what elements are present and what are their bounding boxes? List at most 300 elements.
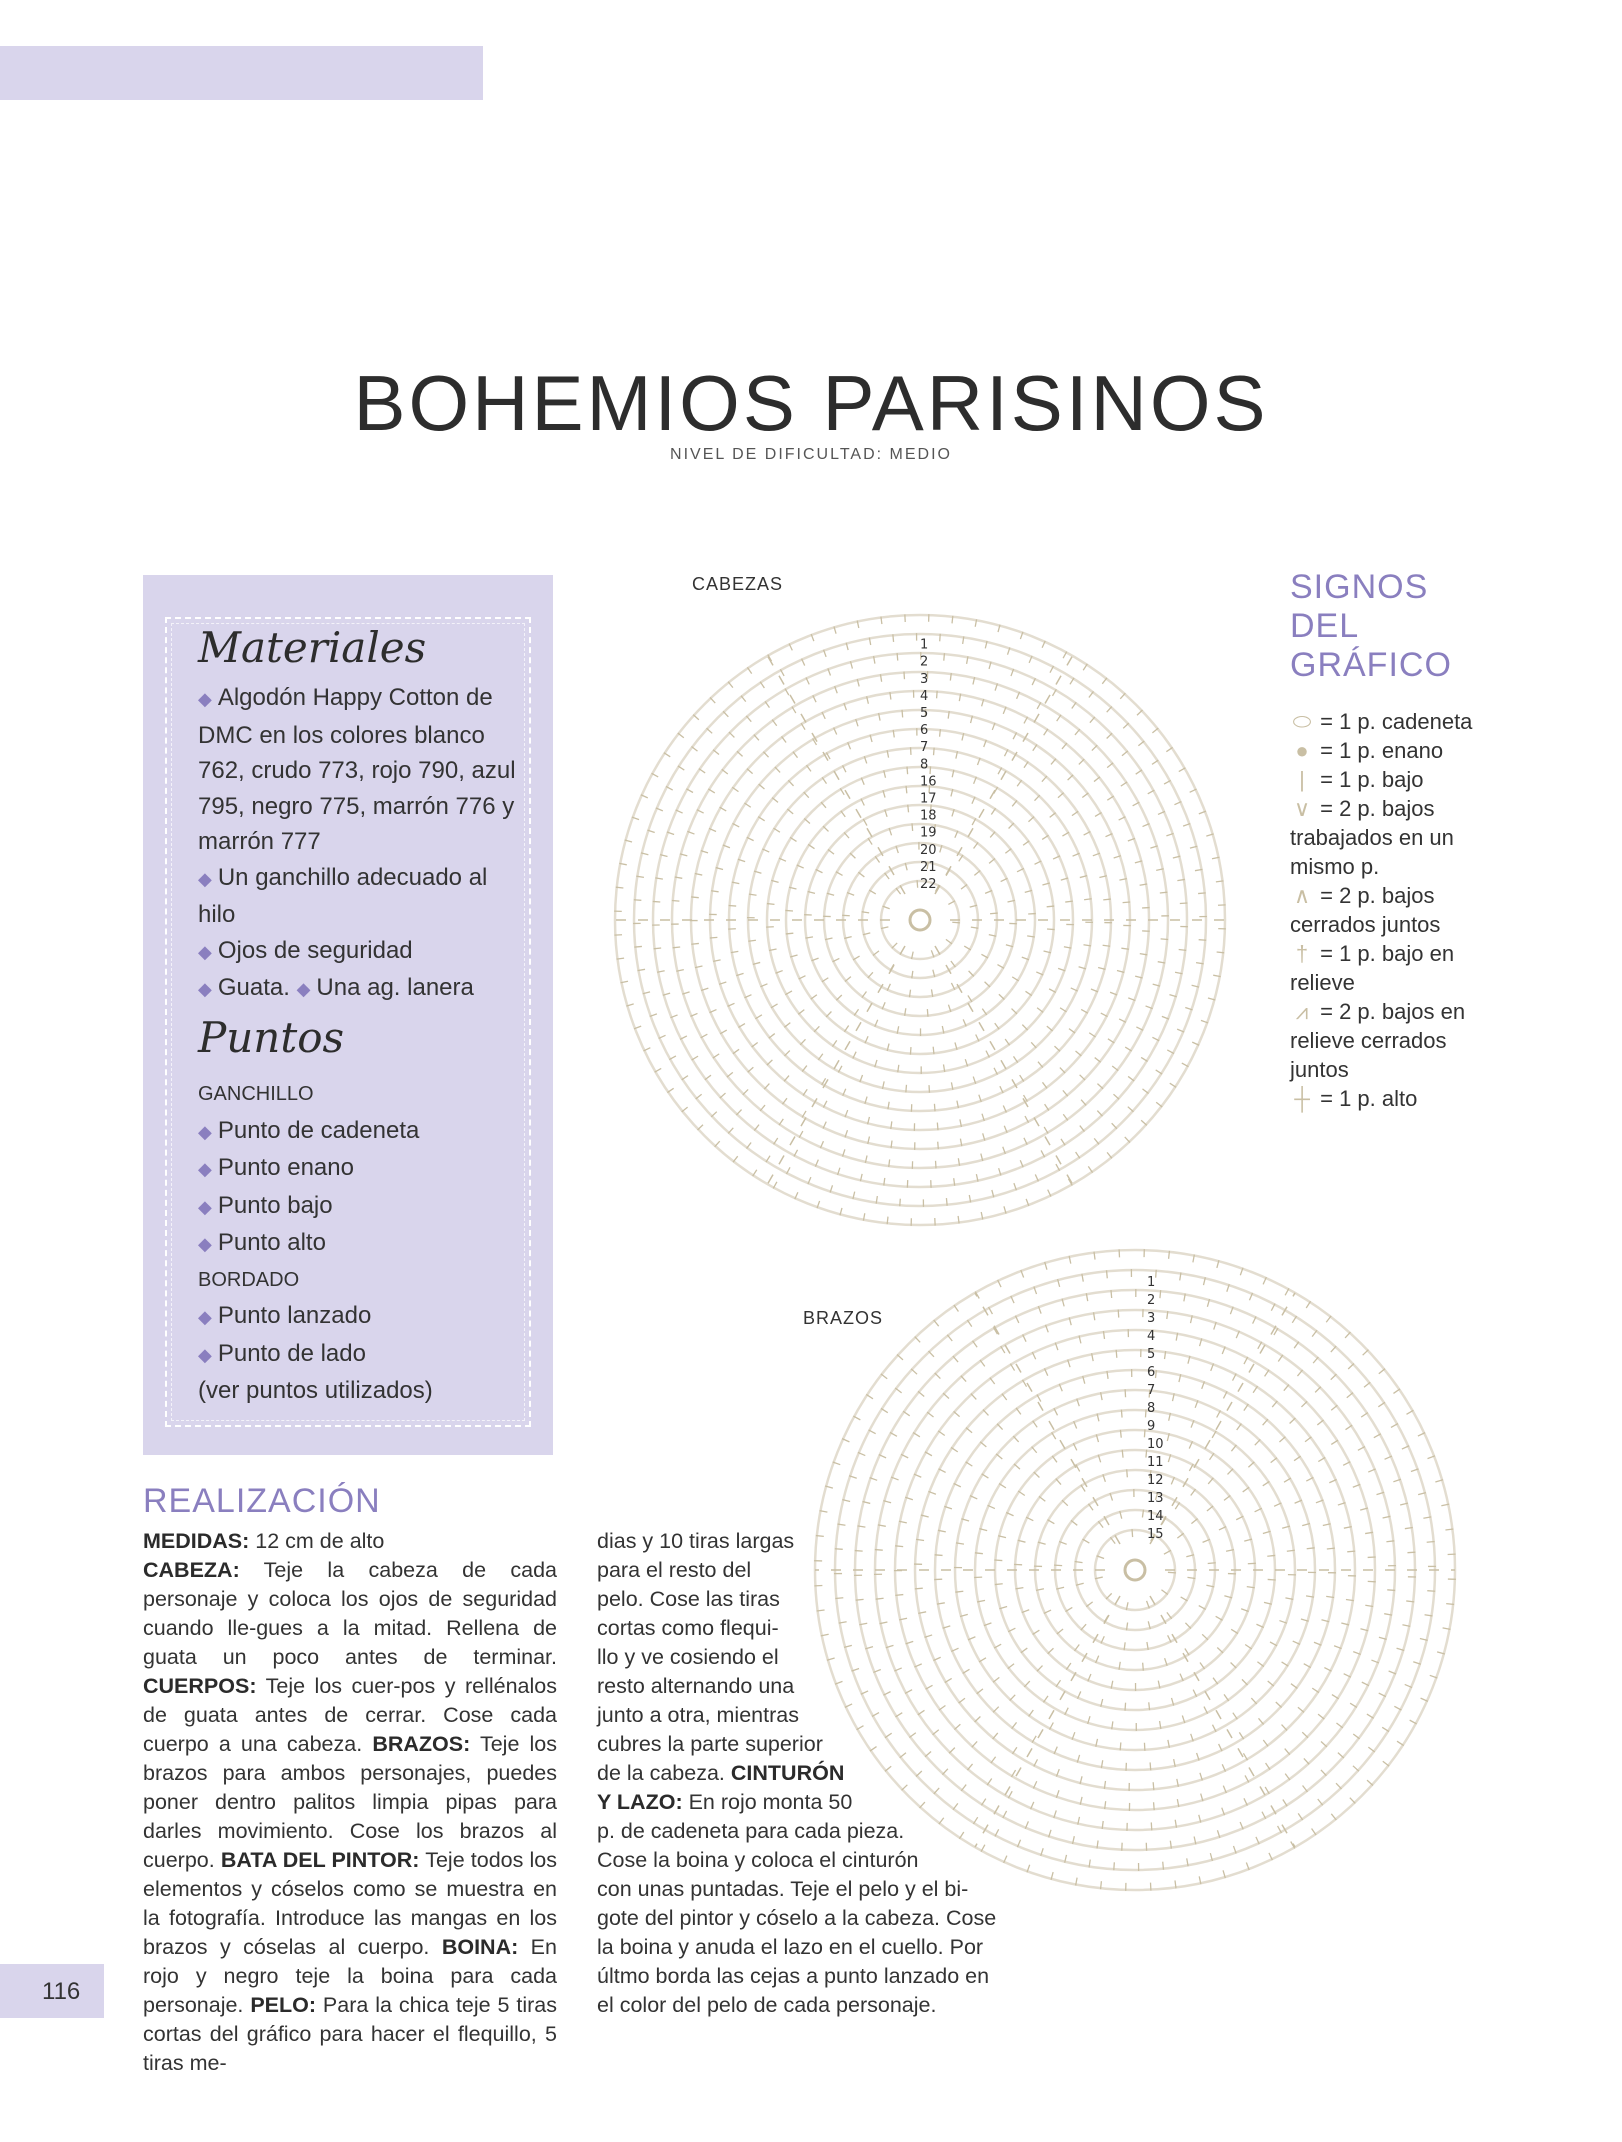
stitch-mark bbox=[710, 697, 715, 703]
center-ring bbox=[1125, 1560, 1145, 1580]
stitch-mark bbox=[917, 880, 918, 888]
stitch-mark bbox=[754, 735, 759, 741]
stitch-mark bbox=[1063, 1090, 1068, 1096]
stitch-mark bbox=[1242, 1679, 1248, 1685]
stitch-mark bbox=[1112, 1123, 1117, 1129]
center-ring bbox=[910, 910, 930, 930]
stitch-mark bbox=[1123, 902, 1131, 903]
round-number: 7 bbox=[920, 740, 929, 756]
stitch-mark bbox=[1248, 1462, 1254, 1467]
stitch-mark bbox=[937, 1123, 938, 1131]
stitch-mark bbox=[989, 859, 995, 864]
legend-item: ∧ = 2 p. bajos cerrados juntos bbox=[1290, 883, 1441, 937]
materials-heading: Materiales bbox=[198, 623, 427, 672]
stitch-mark bbox=[887, 1217, 888, 1225]
stitch-mark bbox=[1331, 1374, 1337, 1380]
stitch-mark bbox=[1386, 1541, 1394, 1542]
stitch-mark bbox=[760, 1105, 765, 1111]
stitch-mark bbox=[821, 802, 826, 808]
stitch-mark bbox=[1081, 1624, 1086, 1630]
stitch-mark bbox=[1427, 1591, 1435, 1592]
round-ring bbox=[1075, 1510, 1195, 1630]
stitch-mark bbox=[996, 1454, 1002, 1459]
stitch-mark bbox=[1009, 823, 1014, 828]
material-item: ◆ Ojos de seguridad bbox=[198, 936, 413, 964]
stitch-mark bbox=[850, 853, 855, 858]
stitch-mark bbox=[983, 1410, 989, 1416]
stitch-mark bbox=[1155, 1370, 1156, 1378]
stitch-mark bbox=[1048, 1648, 1054, 1654]
diamond-bullet-icon: ◆ bbox=[198, 1307, 212, 1327]
stitch-mark bbox=[1075, 729, 1080, 735]
stitch-mark bbox=[933, 1047, 934, 1055]
stitches-heading: Puntos bbox=[198, 1013, 345, 1062]
stitch-mark bbox=[1160, 1290, 1161, 1298]
round-number: 7 bbox=[1147, 1383, 1156, 1398]
stitch-mark bbox=[1163, 1862, 1164, 1870]
legend-item: ┼ = 1 p. alto bbox=[1290, 1084, 1490, 1113]
round-number: 1 bbox=[920, 637, 929, 653]
stitch-mark bbox=[1207, 1506, 1213, 1511]
round-number: 8 bbox=[1147, 1401, 1156, 1416]
stitch-mark bbox=[1259, 1718, 1264, 1724]
stitch-mark bbox=[1056, 1479, 1061, 1485]
material-item: ◆ Guata. ◆ Una ag. lanera bbox=[198, 974, 474, 1001]
decrease-symbol-icon: ∧ bbox=[1293, 883, 1311, 908]
stitch-mark bbox=[1132, 1529, 1133, 1537]
stitch-mark bbox=[1313, 1357, 1318, 1363]
legend-item: | = 1 p. bajo bbox=[1290, 765, 1490, 794]
stitch-mark bbox=[729, 906, 737, 907]
stitch-mark bbox=[1318, 1714, 1324, 1719]
stitch-mark bbox=[918, 1391, 924, 1396]
stitch-mark bbox=[1224, 1495, 1230, 1500]
round-number: 13 bbox=[1147, 1491, 1164, 1506]
stitch-mark bbox=[1156, 1270, 1157, 1278]
round-number: 22 bbox=[920, 877, 937, 892]
stitch-mark bbox=[1121, 1410, 1122, 1418]
stitch-mark bbox=[1123, 723, 1129, 728]
chain-symbol-icon: ⬭ bbox=[1292, 709, 1312, 734]
diamond-bullet-icon: ◆ bbox=[198, 868, 212, 889]
round-number: 3 bbox=[1147, 1311, 1156, 1326]
stitch-mark bbox=[944, 653, 945, 661]
stitch-mark bbox=[1057, 1629, 1063, 1634]
stitch-mark bbox=[946, 1198, 947, 1206]
round-number: 8 bbox=[920, 757, 929, 773]
stitch-mark bbox=[1113, 1094, 1119, 1099]
stitch-mark bbox=[1141, 1120, 1147, 1125]
stitch-mark bbox=[697, 1125, 703, 1130]
stitch-mark bbox=[729, 732, 734, 737]
stitch-mark bbox=[1304, 1758, 1309, 1764]
round-number: 9 bbox=[1147, 1419, 1156, 1434]
legend-item: ∨ = 2 p. bajos trabajados en un mismo p. bbox=[1290, 796, 1454, 879]
stitch-mark bbox=[746, 716, 751, 722]
stitch-mark bbox=[1161, 939, 1169, 940]
stitch-mark bbox=[1268, 1579, 1276, 1580]
stitch-mark bbox=[634, 946, 642, 947]
stitch-item: ◆ Punto alto bbox=[198, 1229, 326, 1256]
stitch-item: ◆ Punto enano bbox=[198, 1154, 354, 1181]
stitch-mark bbox=[1111, 1290, 1112, 1298]
round-number: 14 bbox=[1147, 1509, 1164, 1524]
difficulty-level: NIVEL DE DIFICULTAD: MEDIO bbox=[670, 446, 952, 463]
stitch-mark bbox=[1097, 1084, 1103, 1089]
round-number: 6 bbox=[1147, 1365, 1156, 1380]
diamond-bullet-icon: ◆ bbox=[198, 941, 212, 962]
stitch-mark bbox=[1350, 1798, 1355, 1804]
stitch-mark bbox=[927, 1009, 928, 1017]
stitch-mark bbox=[1168, 1572, 1176, 1573]
stitch-mark bbox=[1062, 1500, 1068, 1506]
round-number: 10 bbox=[1147, 1437, 1164, 1452]
stitch-mark bbox=[1012, 1009, 1017, 1014]
stitch-mark bbox=[1114, 1862, 1115, 1870]
double-crochet-symbol-icon: ┼ bbox=[1294, 1086, 1310, 1111]
stitch-mark bbox=[1042, 776, 1047, 782]
stitch-mark bbox=[934, 748, 935, 756]
stitch-mark bbox=[844, 832, 849, 838]
single-crochet-symbol-icon: | bbox=[1299, 767, 1305, 792]
stitch-mark bbox=[788, 780, 793, 786]
stitch-mark bbox=[720, 1093, 726, 1098]
stitch-mark bbox=[1427, 1542, 1435, 1543]
stitch-mark bbox=[961, 1376, 966, 1382]
stitch-mark bbox=[784, 1051, 789, 1056]
stitch-mark bbox=[868, 972, 873, 978]
stitch-mark bbox=[1267, 1555, 1275, 1556]
stitch-mark bbox=[1331, 1405, 1337, 1410]
stitch-mark bbox=[1271, 1458, 1277, 1463]
stitch-mark bbox=[1217, 1647, 1223, 1652]
stitch-mark bbox=[943, 1393, 949, 1398]
round-number: 18 bbox=[920, 808, 937, 824]
stitch-mark bbox=[1084, 899, 1092, 900]
stitch-mark bbox=[836, 995, 841, 1000]
stitch-mark bbox=[940, 729, 941, 737]
stitch-mark bbox=[906, 1085, 907, 1093]
stitch-mark bbox=[1144, 1429, 1145, 1437]
round-number: 15 bbox=[1147, 1527, 1164, 1542]
stitch-mark bbox=[952, 616, 953, 624]
heads-crochet-diagram bbox=[600, 590, 1240, 1230]
stitch-mark bbox=[1263, 1419, 1268, 1425]
stitch-mark bbox=[990, 832, 995, 838]
stitch-mark bbox=[934, 1320, 939, 1326]
stitch-mark bbox=[906, 786, 907, 794]
stitch-mark bbox=[1051, 759, 1056, 765]
stitch-mark bbox=[934, 1104, 935, 1112]
stitch-mark bbox=[826, 1012, 831, 1017]
stitch-mark bbox=[1031, 1042, 1036, 1048]
stitch-mark bbox=[1353, 1766, 1359, 1771]
diamond-bullet-icon: ◆ bbox=[198, 979, 212, 999]
round-number: 4 bbox=[1147, 1329, 1156, 1344]
stitch-mark bbox=[937, 691, 938, 699]
stitch-mark bbox=[1185, 1623, 1191, 1629]
stitch-mark bbox=[1103, 899, 1111, 900]
relief-stitch-symbol-icon: † bbox=[1295, 941, 1309, 966]
stitch-mark bbox=[971, 1394, 976, 1400]
realizacion-heading: REALIZACIÓN bbox=[143, 1482, 381, 1520]
stitch-mark bbox=[1047, 1026, 1053, 1031]
stitch-mark bbox=[634, 900, 642, 901]
round-ring bbox=[1035, 1470, 1235, 1670]
stitch-mark bbox=[1065, 901, 1073, 902]
page-number: 116 bbox=[42, 1978, 81, 2005]
stitch-mark bbox=[1143, 1663, 1144, 1671]
stitch-mark bbox=[912, 823, 913, 831]
stitch-mark bbox=[902, 710, 903, 718]
stitch-mark bbox=[1122, 1450, 1123, 1458]
round-number: 6 bbox=[920, 723, 929, 739]
stitch-mark bbox=[711, 1112, 717, 1117]
stitch-mark bbox=[1090, 717, 1095, 723]
stitch-mark bbox=[1387, 1590, 1395, 1591]
stitch-mark bbox=[1321, 1770, 1326, 1776]
stitch-mark bbox=[980, 1442, 986, 1447]
stitch-note: (ver puntos utilizados) bbox=[198, 1377, 433, 1404]
round-number: 3 bbox=[920, 671, 929, 687]
material-item: ◆ Un ganchillo adecuado al hilo bbox=[198, 863, 488, 928]
material-item: ◆ Algodón Happy Cotton de DMC en los colores blanco 762, crudo 773, rojo 790, azul 795, negro 775, marrón 776 y marrón 777 bbox=[198, 684, 516, 855]
stitch-mark bbox=[1345, 1332, 1350, 1338]
stitch-mark bbox=[966, 1428, 972, 1433]
stitch-mark bbox=[1028, 817, 1034, 822]
stitch-mark bbox=[673, 947, 681, 948]
stitch-mark bbox=[804, 819, 810, 824]
stitch-item: ◆ Punto bajo bbox=[198, 1191, 333, 1219]
stitch-group-label: GANCHILLO bbox=[198, 1083, 314, 1105]
legend-heading: SIGNOS DEL GRÁFICO bbox=[1290, 568, 1452, 684]
stitch-mark bbox=[969, 971, 974, 976]
stitch-mark bbox=[1198, 893, 1206, 894]
stitch-mark bbox=[1315, 1387, 1321, 1393]
stitch-mark bbox=[786, 933, 794, 934]
stitch-mark bbox=[785, 910, 793, 911]
stitch-mark bbox=[1014, 1464, 1020, 1469]
stitch-mark bbox=[952, 922, 960, 923]
stitch-mark bbox=[1024, 1681, 1030, 1687]
stitch-mark bbox=[1054, 1046, 1060, 1051]
stitch-mark bbox=[743, 1089, 748, 1094]
stitch-mark bbox=[928, 1351, 933, 1357]
stitch-mark bbox=[900, 1199, 901, 1207]
stitch-mark bbox=[1137, 710, 1143, 715]
stitch-mark bbox=[1446, 1604, 1454, 1605]
stitch-mark bbox=[1290, 1418, 1296, 1424]
stitch-mark bbox=[1285, 1749, 1290, 1755]
stitch-mark bbox=[845, 977, 851, 982]
stitch-mark bbox=[940, 634, 941, 642]
stitches-list bbox=[198, 1077, 518, 1409]
diamond-bullet-icon: ◆ bbox=[198, 1344, 212, 1365]
stitch-mark bbox=[897, 1355, 903, 1360]
stitch-mark bbox=[1081, 1100, 1086, 1106]
stitch-mark bbox=[1080, 1075, 1085, 1080]
stitch-mark bbox=[1302, 1732, 1308, 1738]
round-number: 5 bbox=[920, 706, 929, 721]
stitch-mark bbox=[1037, 1666, 1043, 1672]
heads-chart-label: CABEZAS bbox=[692, 574, 784, 594]
stitch-mark bbox=[1321, 1741, 1327, 1746]
stitch-mark bbox=[990, 913, 998, 914]
stitch-mark bbox=[1179, 949, 1187, 950]
stitch-mark bbox=[1208, 1478, 1213, 1484]
stitch-mark bbox=[814, 1026, 819, 1032]
stitch-mark bbox=[1060, 1068, 1065, 1074]
stitch-mark bbox=[1331, 1346, 1336, 1352]
stitch-mark bbox=[1120, 1742, 1121, 1750]
stitch-mark bbox=[1284, 1385, 1289, 1391]
stitch-mark bbox=[1092, 745, 1097, 750]
stitch-mark bbox=[654, 948, 662, 949]
stitch-mark bbox=[1047, 906, 1055, 907]
stitch-item: ◆ Punto lanzado bbox=[198, 1302, 372, 1329]
stitch-mark bbox=[1347, 1393, 1353, 1398]
stitch-mark bbox=[1097, 1111, 1102, 1117]
stitch-mark bbox=[747, 769, 753, 774]
arms-chart-label: BRAZOS bbox=[803, 1308, 884, 1328]
stitch-mark bbox=[800, 1039, 805, 1044]
stitch-mark bbox=[1336, 1783, 1341, 1789]
stitch-mark bbox=[1199, 940, 1207, 941]
stitch-mark bbox=[947, 1335, 952, 1341]
page-title: BOHEMIOS PARISINOS bbox=[353, 359, 1269, 447]
stitch-mark bbox=[1160, 892, 1168, 893]
stitch-mark bbox=[1038, 1062, 1043, 1068]
stitch-mark bbox=[953, 1356, 958, 1362]
increase-symbol-icon: ∨ bbox=[1293, 796, 1311, 821]
stitch-mark bbox=[784, 1076, 789, 1082]
stitch-mark bbox=[1125, 1703, 1126, 1711]
stitch-mark bbox=[1034, 1472, 1040, 1478]
stitch-mark bbox=[1154, 1802, 1155, 1810]
stitch-mark bbox=[997, 1424, 1002, 1430]
stitch-mark bbox=[804, 792, 809, 798]
stitch-mark bbox=[1251, 1698, 1256, 1704]
round-number: 20 bbox=[920, 842, 937, 858]
stitch-mark bbox=[1153, 1782, 1154, 1790]
stitch-mark bbox=[1327, 1548, 1335, 1549]
round-number: 21 bbox=[920, 859, 937, 875]
stitch-mark bbox=[1317, 1420, 1323, 1425]
stitch-mark bbox=[1120, 1430, 1121, 1438]
stitch-mark bbox=[1047, 929, 1055, 930]
stitch-mark bbox=[710, 937, 718, 938]
stitch-mark bbox=[938, 1142, 939, 1150]
stitch-mark bbox=[616, 887, 624, 888]
stitch-mark bbox=[759, 784, 765, 789]
stitch-mark bbox=[1128, 1107, 1134, 1112]
stitch-mark bbox=[1145, 1409, 1146, 1417]
stitch-mark bbox=[1338, 1753, 1344, 1758]
stitch-mark bbox=[823, 826, 828, 831]
stitch-mark bbox=[1407, 1552, 1415, 1553]
stitch-mark bbox=[1303, 1786, 1308, 1792]
stitch-mark bbox=[1406, 1601, 1414, 1602]
stitch-mark bbox=[892, 943, 897, 948]
stitch-mark bbox=[1301, 1401, 1307, 1407]
stitch-mark bbox=[1034, 795, 1039, 800]
stitch-mark bbox=[1379, 1369, 1385, 1374]
stitch-mark bbox=[1079, 759, 1084, 764]
stitch-mark bbox=[1279, 1437, 1285, 1442]
stitch-mark bbox=[1013, 1436, 1018, 1442]
stitch-mark bbox=[748, 1067, 754, 1072]
stitch-item: ◆ Punto de cadeneta bbox=[198, 1116, 420, 1144]
diamond-bullet-icon: ◆ bbox=[296, 979, 311, 999]
increase-line bbox=[1150, 1293, 1295, 1544]
stitch-mark bbox=[1120, 693, 1125, 699]
round-number: 5 bbox=[1147, 1347, 1156, 1362]
stitch-mark bbox=[1191, 1519, 1197, 1524]
round-number: 4 bbox=[920, 688, 929, 704]
stitch-mark bbox=[999, 994, 1005, 999]
stitch-mark bbox=[908, 805, 909, 813]
stitch-mark bbox=[1107, 707, 1112, 713]
round-ring bbox=[975, 1410, 1295, 1730]
stitch-mark bbox=[672, 901, 680, 902]
stitch-mark bbox=[748, 940, 756, 941]
stitch-mark bbox=[1058, 793, 1064, 798]
materials-box bbox=[143, 575, 553, 1455]
stitch-mark bbox=[907, 767, 908, 775]
round-number: 16 bbox=[920, 774, 937, 790]
stitch-mark bbox=[1125, 1137, 1130, 1143]
stitch-mark bbox=[767, 904, 775, 905]
instructions-column-2: dias y 10 tiras largas para el resto del pelo. Cose las tiras cortas como flequi- llo y ve cosiendo el resto alternando una junto a otra, mientras cubres la parte superior de la cabeza. CINTURÓN Y LAZO: En rojo monta 50 p. de cadeneta para cada pieza. Cose la boina y coloca el cinturón con unas puntadas. Teje el pelo y el bi- gote del pintor y cóselo a la cabeza. Cose la boina y anuda el lazo en el cuello. Por últmo borda las cejas a punto lanzado en el color del pelo de cada personaje. bbox=[597, 1529, 997, 2017]
stitch-mark bbox=[1298, 1707, 1304, 1712]
round-number: 12 bbox=[1147, 1473, 1164, 1488]
round-number: 11 bbox=[1147, 1455, 1164, 1470]
legend-item: ● = 1 p. enano bbox=[1290, 736, 1490, 765]
stitch-mark bbox=[930, 766, 931, 774]
stitch-mark bbox=[1101, 1881, 1102, 1889]
stitch-mark bbox=[1076, 1051, 1082, 1056]
stitch-mark bbox=[1032, 1447, 1037, 1453]
stitch-mark bbox=[1062, 743, 1067, 749]
stitch-mark bbox=[1227, 1469, 1233, 1475]
stitch-mark bbox=[1255, 1439, 1261, 1445]
slip-stitch-symbol-icon: ● bbox=[1295, 738, 1309, 763]
stitch-mark bbox=[707, 728, 713, 733]
stitch-mark bbox=[1107, 733, 1112, 738]
stitch-mark bbox=[1107, 1270, 1108, 1278]
instructions-column-1: MEDIDAS: 12 cm de alto CABEZA: Teje la cabeza de cada personaje y coloca los ojos de seguridad cuando lle-gues a la mitad. Rellena de guata un poco antes de terminar. CUERPOS: Teje los cuer-pos y rellénalos de guata antes de cerrar. Cose cada cuerpo a una cabeza. BRAZOS: Teje los brazos para ambos personajes, puedes poner dentro palitos limpia pipas para darles movimiento. Cose los brazos al cuerpo. BATA DEL PINTOR: Teje todos los elementos y cóselos como se muestra en la fotografía. Introduce las mangas en los brazos y cóselas al cuerpo. BOINA: En rojo y negro teje la boina para cada personaje. PELO: Para la chica teje 5 tiras cortas del gráfico para hacer el flequillo, 5 tiras me- bbox=[143, 1529, 558, 2075]
round-number: 19 bbox=[920, 825, 937, 841]
stitch-mark bbox=[723, 711, 728, 717]
legend-item: † = 1 p. bajo en relieve bbox=[1290, 941, 1455, 995]
stitch-mark bbox=[954, 1411, 960, 1416]
round-number: 2 bbox=[920, 654, 929, 670]
diamond-bullet-icon: ◆ bbox=[198, 689, 212, 709]
stitch-mark bbox=[1208, 1563, 1216, 1564]
stitch-mark bbox=[1318, 1799, 1323, 1805]
stitch-mark bbox=[728, 1128, 733, 1134]
increase-line bbox=[935, 656, 1073, 894]
stitch-mark bbox=[767, 1060, 773, 1065]
stitch-mark bbox=[985, 982, 990, 987]
round-number: 1 bbox=[1147, 1275, 1156, 1290]
stitch-mark bbox=[737, 751, 743, 756]
diamond-bullet-icon: ◆ bbox=[198, 1121, 212, 1142]
stitch-mark bbox=[1116, 1350, 1117, 1358]
stitch-mark bbox=[935, 1373, 941, 1379]
stitch-mark bbox=[1297, 1370, 1302, 1376]
stitch-mark bbox=[1347, 1551, 1355, 1552]
